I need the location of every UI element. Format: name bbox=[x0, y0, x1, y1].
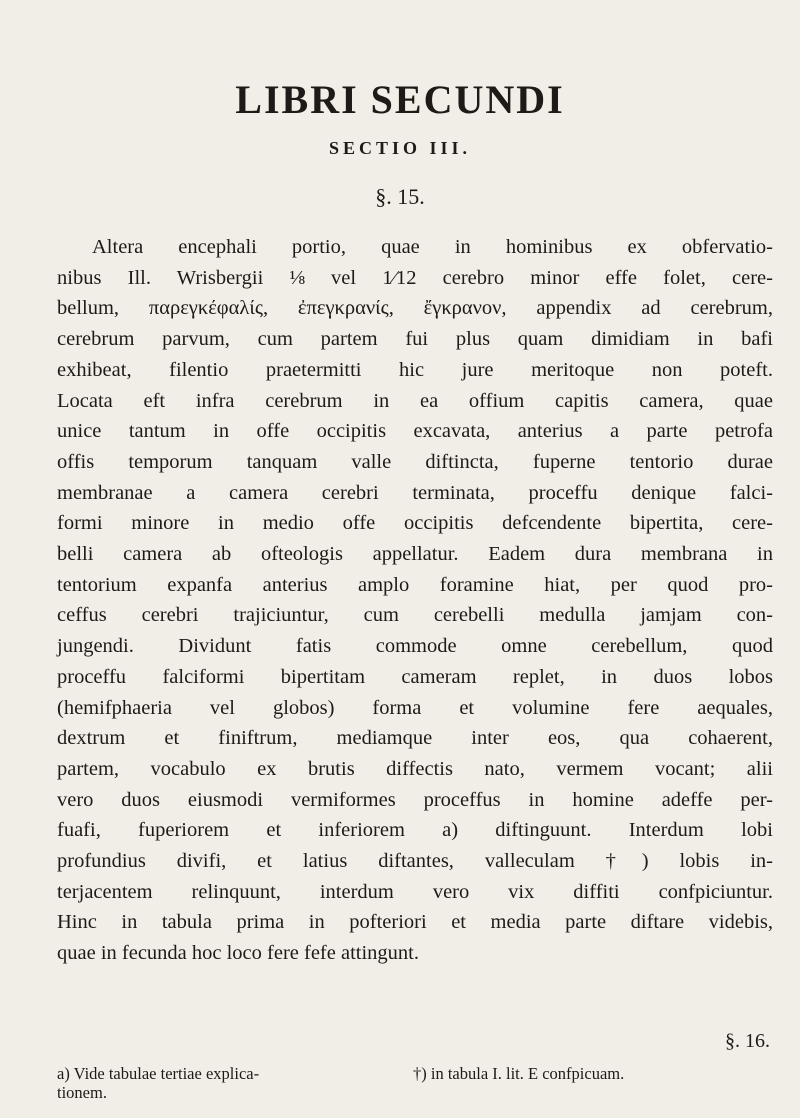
text-line: nibus Ill. Wrisbergii ⅛ vel 1⁄12 cerebro minor effe folet, cere- bbox=[57, 266, 773, 289]
text-line: jungendi. Dividunt fatis commode omne cerebellum, quod bbox=[57, 635, 773, 658]
text-line: (hemifphaeria vel globos) forma et volumine fere aequales, bbox=[57, 696, 773, 719]
text-line: cerebrum parvum, cum partem fui plus quam dimidiam in bafi bbox=[57, 328, 773, 351]
text-line: proceffu falciformi bipertitam cameram replet, in duos lobos bbox=[57, 665, 773, 688]
text-line: quae in fecunda hoc loco fere fefe attingunt. bbox=[57, 942, 419, 965]
text-line: offis temporum tanquam valle diftincta, fuperne tentorio durae bbox=[57, 450, 773, 473]
text-line: Altera encephali portio, quae in hominibus ex obfervatio- bbox=[92, 236, 773, 258]
text-line: Hinc in tabula prima in pofteriori et media parte diftare videbis, bbox=[57, 911, 773, 934]
text-line: partem, vocabulo ex brutis diffectis nato, vermem vocant; alii bbox=[57, 757, 773, 780]
book-title: LIBRI SECUNDI bbox=[235, 77, 565, 122]
text-line: belli camera ab ofteologis appellatur. Eadem dura membrana in bbox=[57, 543, 773, 566]
text-line: bellum, παρεγκέφαλίς, ἐπεγκρανίς, ἔγκρανον, appendix ad cerebrum, bbox=[57, 297, 773, 320]
text-line: unice tantum in offe occipitis excavata, anterius a parte petrofa bbox=[57, 420, 773, 443]
paragraph-mark: §. 15. bbox=[375, 184, 425, 209]
text-line: vero duos eiusmodi vermiformes proceffus in homine adeffe per- bbox=[57, 788, 773, 811]
text-line: formi minore in medio offe occipitis defcendente bipertita, cere- bbox=[57, 512, 773, 535]
text-line: Locata eft infra cerebrum in ea offium capitis camera, quae bbox=[57, 389, 773, 412]
footnote-a-line: a) Vide tabulae tertiae explica- bbox=[57, 1064, 260, 1083]
text-line: terjacentem relinquunt, interdum vero vix diffiti confpiciuntur. bbox=[57, 880, 773, 903]
footnote-a-line: tionem. bbox=[57, 1083, 107, 1102]
section-title: SECTIO III. bbox=[328, 138, 472, 158]
body-text bbox=[57, 232, 773, 969]
text-line: dextrum et finiftrum, mediamque inter eos, qua cohaerent, bbox=[57, 727, 773, 750]
text-line: exhibeat, filentio praetermitti hic jure meritoque non poteft. bbox=[57, 358, 773, 381]
text-line: profundius divifi, et latius diftantes, valleculam †) lobis in- bbox=[57, 850, 773, 873]
text-line: fuafi, fuperiorem et inferiorem a) diftinguunt. Interdum lobi bbox=[57, 819, 773, 842]
footnotes bbox=[57, 1064, 773, 1102]
next-paragraph-mark: §. 16. bbox=[725, 1030, 770, 1052]
text-line: membranae a camera cerebri terminata, proceffu denique falci- bbox=[57, 481, 773, 504]
text-line: tentorium expanfa anterius amplo foramine hiat, per quod pro- bbox=[57, 573, 773, 596]
footnote-a bbox=[57, 1064, 397, 1102]
footnote-dagger: †) in tabula I. lit. E confpicuam. bbox=[413, 1064, 625, 1083]
text-line: ceffus cerebri trajiciuntur, cum cerebelli medulla jamjam con- bbox=[57, 604, 773, 627]
